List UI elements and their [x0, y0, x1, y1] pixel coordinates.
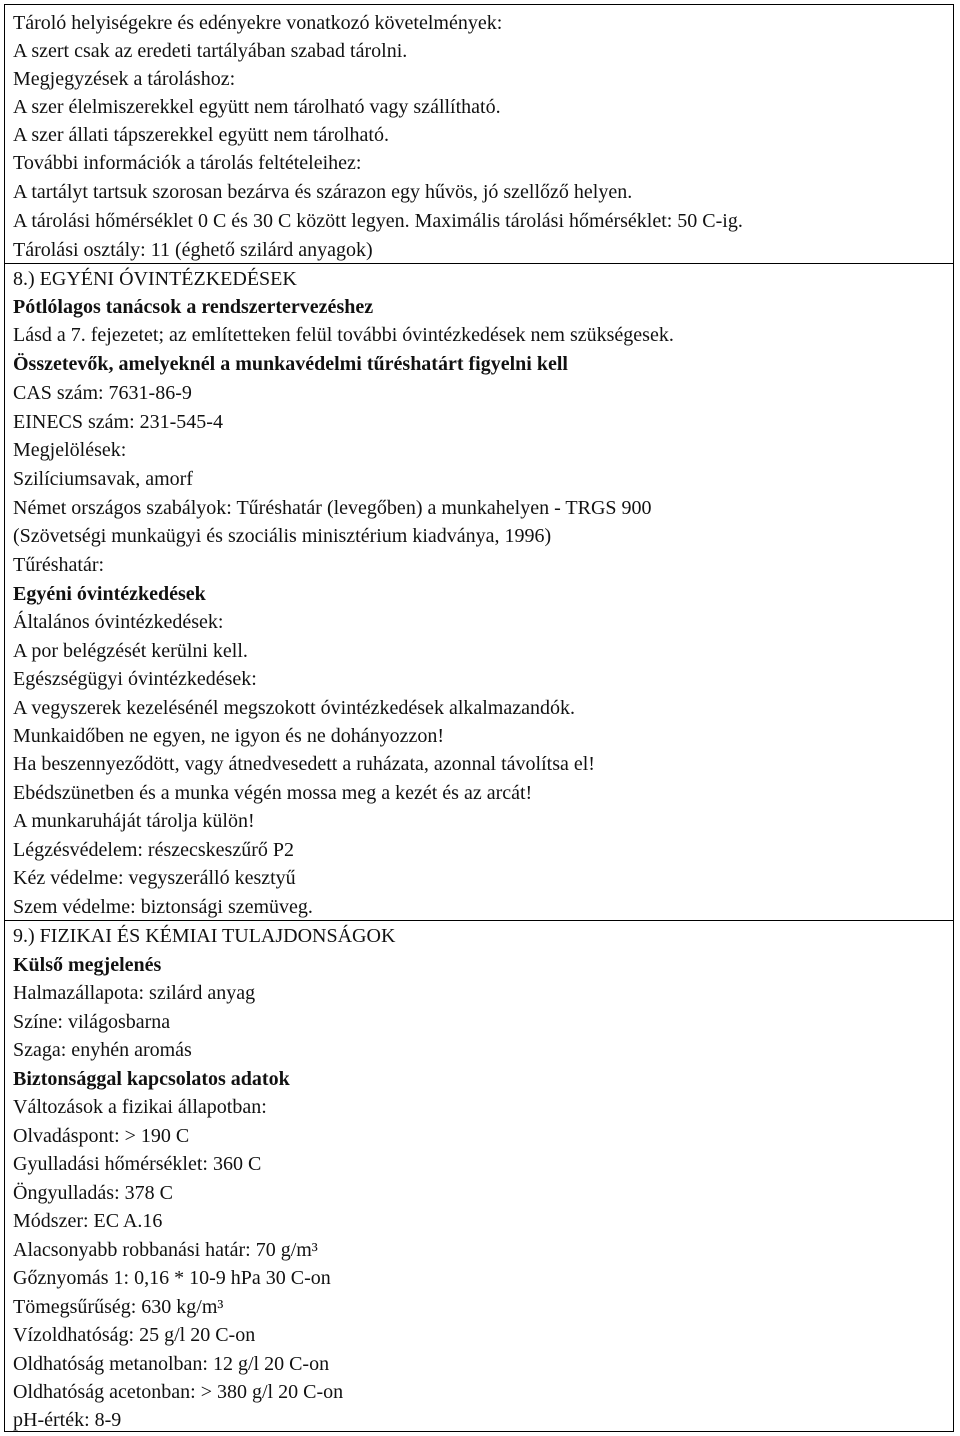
text-line: Egészségügyi óvintézkedések: [13, 668, 257, 690]
bold-heading: Külső megjelenés [13, 954, 162, 976]
section-divider [5, 263, 953, 264]
text-line: Olvadáspont: > 190 C [13, 1125, 190, 1147]
text-line: A szert csak az eredeti tartályában szabad tárolni. [13, 40, 408, 62]
text-line: EINECS szám: 231-545-4 [13, 411, 223, 433]
bold-heading: Összetevők, amelyeknél a munkavédelmi tűréshatárt figyelni kell [13, 353, 568, 375]
text-line: Alacsonyabb robbanási határ: 70 g/m³ [13, 1239, 318, 1261]
text-line: Halmazállapota: szilárd anyag [13, 982, 256, 1004]
text-line: Oldhatóság acetonban: > 380 g/l 20 C-on [13, 1381, 344, 1403]
text-line: Kéz védelme: vegyszerálló kesztyű [13, 867, 296, 889]
document-page [4, 4, 954, 1432]
text-line: Tárolási osztály: 11 (éghető szilárd anyagok) [13, 239, 373, 261]
text-line: Ha beszennyeződött, vagy átnedvesedett a ruházata, azonnal távolítsa el! [13, 753, 595, 775]
text-line: További információk a tárolás feltételeihez: [13, 152, 362, 174]
bold-heading: Egyéni óvintézkedések [13, 583, 206, 605]
text-line: CAS szám: 7631-86-9 [13, 382, 192, 404]
bold-heading: Biztonsággal kapcsolatos adatok [13, 1068, 290, 1090]
text-line: Megjegyzések a tároláshoz: [13, 68, 236, 90]
text-line: Oldhatóság metanolban: 12 g/l 20 C-on [13, 1353, 330, 1375]
text-line: A vegyszerek kezelésénél megszokott óvintézkedések alkalmazandók. [13, 697, 575, 719]
text-line: Vízoldhatóság: 25 g/l 20 C-on [13, 1324, 256, 1346]
text-line: Módszer: EC A.16 [13, 1210, 163, 1232]
text-line: Légzésvédelem: részecskeszűrő P2 [13, 839, 294, 861]
text-line: Öngyulladás: 378 C [13, 1182, 173, 1204]
section-heading: 8.) EGYÉNI ÓVINTÉZKEDÉSEK [13, 268, 297, 290]
text-line: Tároló helyiségekre és edényekre vonatkozó követelmények: [13, 12, 503, 34]
text-line: Szaga: enyhén aromás [13, 1039, 192, 1061]
bold-heading: Pótlólagos tanácsok a rendszertervezéshez [13, 296, 374, 318]
text-line: A munkaruháját tárolja külön! [13, 810, 255, 832]
text-line: Szem védelme: biztonsági szemüveg. [13, 896, 313, 918]
text-line: pH-érték: 8-9 [13, 1409, 122, 1431]
text-line: A tárolási hőmérséklet 0 C és 30 C között legyen. Maximális tárolási hőmérséklet: 50 C-ig. [13, 210, 743, 232]
text-line: Megjelölések: [13, 439, 127, 461]
text-line: (Szövetségi munkaügyi és szociális minisztérium kiadványa, 1996) [13, 525, 552, 547]
text-line: Tömegsűrűség: 630 kg/m³ [13, 1296, 224, 1318]
text-line: Gyulladási hőmérséklet: 360 C [13, 1153, 262, 1175]
text-line: A szer élelmiszerekkel együtt nem tárolható vagy szállítható. [13, 96, 501, 118]
text-line: Gőznyomás 1: 0,16 * 10-9 hPa 30 C-on [13, 1267, 331, 1289]
text-line: Általános óvintézkedések: [13, 611, 224, 633]
text-line: Ebédszünetben és a munka végén mossa meg a kezét és az arcát! [13, 782, 533, 804]
text-line: Szilíciumsavak, amorf [13, 468, 193, 490]
section-divider [5, 920, 953, 921]
text-line: Változások a fizikai állapotban: [13, 1096, 267, 1118]
text-line: Tűréshatár: [13, 554, 105, 576]
text-line: Német országos szabályok: Tűréshatár (levegőben) a munkahelyen - TRGS 900 [13, 497, 652, 519]
text-line: A tartályt tartsuk szorosan bezárva és szárazon egy hűvös, jó szellőző helyen. [13, 181, 633, 203]
text-line: Színe: világosbarna [13, 1011, 171, 1033]
text-line: A szer állati tápszerekkel együtt nem tárolható. [13, 124, 389, 146]
section-heading: 9.) FIZIKAI ÉS KÉMIAI TULAJDONSÁGOK [13, 925, 396, 947]
text-line: Munkaidőben ne egyen, ne igyon és ne dohányozzon! [13, 725, 444, 747]
text-line: A por belégzését kerülni kell. [13, 640, 248, 662]
text-line: Lásd a 7. fejezetet; az említetteken felül további óvintézkedések nem szükségesek. [13, 324, 674, 346]
